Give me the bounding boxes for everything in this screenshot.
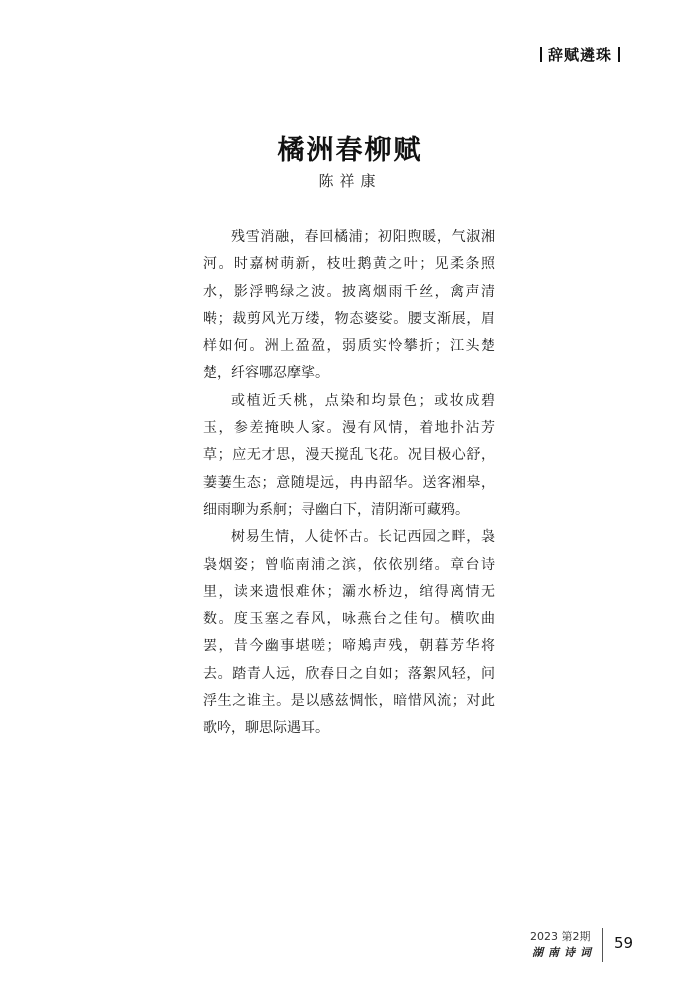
- article-title: 橘洲春柳赋: [277, 135, 423, 166]
- section-label: 辞赋遴珠: [547, 46, 612, 64]
- footer-divider: [602, 928, 603, 962]
- issue-label: 2023 第2期: [530, 930, 591, 943]
- paragraph-3: 树易生情，人徒怀古。长记西园之畔，袅袅烟姿；曾临南浦之滨，依依别绪。章台诗里，读来遗恨难休；灞水桥边，绾得离情无数。度玉塞之春风，咏燕台之佳句。横吹曲罢，昔今幽事堪嗟；啼鴂声残，朝暮芳华将去。踏青人远，欣春日之自如；落絮风轻，问浮生之谁主。是以感兹惆怅，暗惜风流；对此歌吟，聊思际遇耳。: [203, 529, 495, 737]
- paragraph-2: 或植近夭桃，点染和均景色；或妆成碧玉，参差掩映人家。漫有风情，着地扑沾芳草；应无才思，漫天搅乱飞花。况目极心舒，萋萋生态；意随堤远，冉冉韶华。送客湘皋，细雨聊为系舸；寻幽白下，清阴渐可藏鸦。: [203, 392, 495, 518]
- article-author: 陈祥康: [318, 172, 382, 190]
- page-number: 59: [614, 934, 634, 952]
- paragraph-1: 残雪消融，春回橘浦；初阳煦暖，气淑湘河。时嘉树萌新，枝吐鹅黄之叶；见柔条照水，影浮鸭绿之波。披离烟雨千丝，禽声清啭；裁剪风光万缕，物态婆娑。腰支渐展，眉样如何。洲上盈盈，弱质实怜攀折；江头楚楚，纤容哪忍摩挲。: [203, 229, 495, 382]
- section-tag: [534, 44, 626, 65]
- section-tag-right-bar: [618, 47, 620, 62]
- page-footer: [530, 928, 670, 962]
- article-body: [203, 224, 495, 743]
- magazine-name: 湖南诗词: [532, 946, 596, 959]
- section-tag-left-bar: [540, 47, 542, 62]
